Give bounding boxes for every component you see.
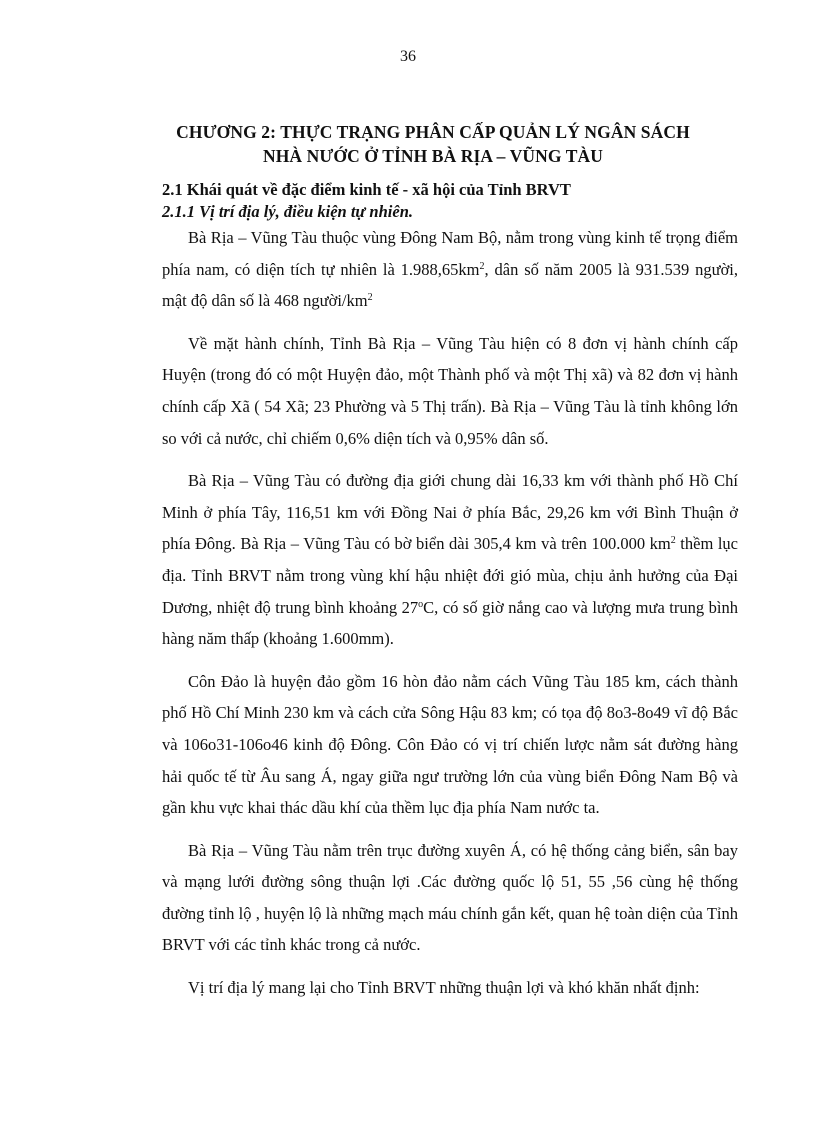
paragraph-3-text-a: Bà Rịa – Vũng Tàu có đường địa giới chung dài 16,33 km với thành phố Hồ Chí Minh ở phía Tây, 116,51 km với Đồng Nai ở phía Bắc, 29,26 km với Bình Thuận ở phía Đông. Bà Rịa – Vũng Tàu có bờ biển dài 305,4 km và trên 100.000 km [162, 471, 738, 554]
paragraph-5: Bà Rịa – Vũng Tàu nằm trên trục đường xuyên Á, có hệ thống cảng biển, sân bay và mạng lưới đường sông thuận lợi .Các đường quốc lộ 51, 55 ,56 cùng hệ thống đường tỉnh lộ , huyện lộ là những mạch máu chính gắn kết, quan hệ toàn diện của Tỉnh BRVT với các tỉnh khác trong cả nước. [162, 840, 738, 955]
chapter-title-line-2: NHÀ NƯỚC Ở TỈNH BÀ RỊA – VŨNG TÀU [262, 146, 604, 166]
paragraph-1-text-a: Bà Rịa – Vũng Tàu thuộc vùng Đông Nam Bộ, nằm trong vùng kinh tế trọng điểm phía nam, có diện tích tự nhiên là 1.988,65km [162, 228, 738, 279]
paragraph-3-text-c: C, có số giờ nắng cao và lượng mưa trung bình hàng năm thấp (khoảng 1.600mm). [162, 597, 739, 649]
section-title: 2.1 Khái quát về đặc điểm kinh tế - xã hội của Tỉnh BRVT [162, 180, 571, 199]
superscript: o [418, 598, 424, 610]
page-number: 36 [400, 48, 416, 65]
paragraph-2: Về mặt hành chính, Tỉnh Bà Rịa – Vũng Tàu hiện có 8 đơn vị hành chính cấp Huyện (trong đó có một Huyện đảo, một Thành phố và một Thị xã) và 82 đơn vị hành chính cấp Xã ( 54 Xã; 23 Phường và 5 Thị trấn). Bà Rịa – Vũng Tàu là tỉnh không lớn so với cả nước, chỉ chiếm 0,6% diện tích và 0,95% dân số. [162, 333, 738, 448]
subsection-title: 2.1.1 Vị trí địa lý, điều kiện tự nhiên. [162, 202, 413, 221]
body-text [162, 222, 738, 1015]
paragraph-6: Vị trí địa lý mang lại cho Tỉnh BRVT những thuận lợi và khó khăn nhất định: [188, 978, 700, 998]
paragraph-3 [162, 465, 738, 655]
paragraph-1-text-b: , dân số năm 2005 là 931.539 người, mật độ dân số là 468 người/km [162, 259, 739, 311]
paragraph-4: Côn Đảo là huyện đảo gồm 16 hòn đảo nằm cách Vũng Tàu 185 km, cách thành phố Hồ Chí Minh 230 km và cách cửa Sông Hậu 83 km; có tọa độ 8o3-8o49 vĩ độ Bắc và 106o31-106o46 kinh độ Đông. Côn Đảo có vị trí chiến lược nằm sát đường hàng hải quốc tế từ Âu sang Á, ngay giữa ngư trường lớn của vùng biển Đông Nam Bộ và gần khu vực khai thác dầu khí của thềm lục địa phía Nam nước ta. [162, 671, 738, 818]
superscript: 2 [670, 535, 676, 547]
paragraph-3-text-b: thềm lục địa. Tỉnh BRVT nằm trong vùng khí hậu nhiệt đới gió mùa, chịu ảnh hưởng của Đại Dương, nhiệt độ trung bình khoảng 27 [162, 534, 738, 617]
chapter-title [148, 120, 718, 168]
chapter-title-line-1: CHƯƠNG 2: THỰC TRẠNG PHÂN CẤP QUẢN LÝ NGÂN SÁCH [176, 122, 690, 142]
superscript: 2 [367, 292, 373, 304]
paragraph-1 [162, 222, 738, 317]
superscript: 2 [479, 260, 485, 272]
